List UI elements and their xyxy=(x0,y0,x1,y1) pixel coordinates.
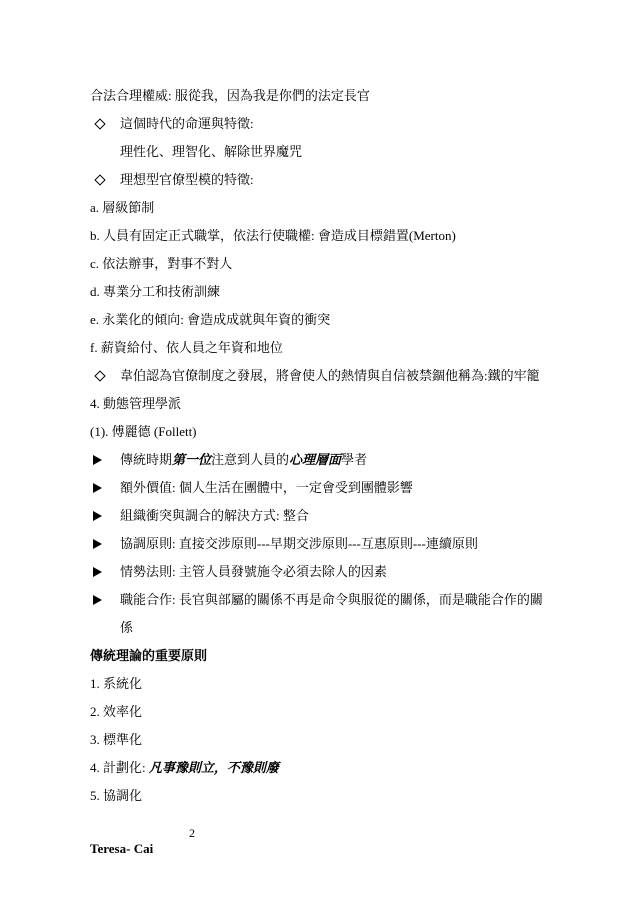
bullet-text-coordination: 協調原則: 直接交涉原則---早期交涉原則---互惠原則---連續原則 xyxy=(120,536,478,551)
bullet-text-era: 這個時代的命運與特徵: xyxy=(120,116,254,131)
list-item-e: e. 永業化的傾向: 會造成成就與年資的衝突 xyxy=(90,312,331,327)
diamond-bullet-icon xyxy=(93,368,109,384)
list-item-d: d. 專業分工和技術訓練 xyxy=(90,284,221,299)
text-fragment: 傳統時期 xyxy=(120,452,173,467)
arrow-bullet-icon xyxy=(93,564,109,581)
author-footer: Teresa- Cai xyxy=(90,841,154,856)
page-number: 2 xyxy=(189,826,195,840)
text-fragment: 注意到人員的 xyxy=(211,452,290,467)
text-fragment: 4. 計劃化: xyxy=(90,760,149,775)
text-line-authority: 合法合理權威: 服從我，因為我是你們的法定長官 xyxy=(90,88,370,103)
bullet-text-extra-value: 額外價值: 個人生活在團體中，一定會受到團體影響 xyxy=(120,480,413,495)
diamond-bullet-icon xyxy=(93,172,109,188)
emphasis-planning: 凡事豫則立，不豫則廢 xyxy=(148,760,279,775)
arrow-bullet-icon xyxy=(93,592,109,609)
arrow-bullet-icon xyxy=(93,452,109,469)
arrow-bullet-icon xyxy=(93,480,109,497)
diamond-bullet-icon xyxy=(93,116,109,132)
bullet-text-situation-law: 情勢法則: 主管人員發號施令必須去除人的因素 xyxy=(120,564,387,579)
emphasis-first: 第一位 xyxy=(172,452,212,467)
bullet-text-conflict: 組織衝突與調合的解決方式: 整合 xyxy=(120,508,309,523)
principle-item-5: 5. 協調化 xyxy=(90,788,143,803)
emphasis-psychology: 心理層面 xyxy=(289,452,342,467)
arrow-bullet-icon xyxy=(93,536,109,553)
principle-item-4 xyxy=(90,760,598,776)
bullet-text-bureaucracy: 理想型官僚型模的特徵: xyxy=(120,172,254,187)
arrow-bullet-icon xyxy=(93,508,109,525)
section-heading: 傳統理論的重要原則 xyxy=(90,648,208,663)
list-item-a: a. 層級節制 xyxy=(90,200,155,215)
subsection-follett: (1). 傅麗德 (Follett) xyxy=(90,424,197,439)
principle-item-3: 3. 標準化 xyxy=(90,732,143,747)
bullet-text-iron-cage: 韋伯認為官僚制度之發展，將會使人的熱情與自信被禁錮他稱為:鐵的牢籠 xyxy=(120,368,540,383)
bullet-text-functional-cooperation-cont: 係 xyxy=(120,620,134,635)
text-line-rationalization: 理性化、理智化、解除世界魔咒 xyxy=(120,144,303,159)
principle-item-1: 1. 系統化 xyxy=(90,676,143,691)
principle-item-2: 2. 效率化 xyxy=(90,704,143,719)
bullet-text-first-psychology xyxy=(120,452,367,468)
text-fragment: 學者 xyxy=(341,452,368,467)
bullet-text-functional-cooperation: 職能合作: 長官與部屬的關係不再是命令與服從的關係，而是職能合作的關 xyxy=(120,592,543,607)
list-item-b: b. 人員有固定正式職掌，依法行使職權: 會造成目標錯置(Merton) xyxy=(90,228,456,243)
list-item-c: c. 依法辦事，對事不對人 xyxy=(90,256,233,271)
section-dynamic-management: 4. 動態管理學派 xyxy=(90,396,182,411)
list-item-f: f. 薪資給付、依人員之年資和地位 xyxy=(90,340,283,355)
